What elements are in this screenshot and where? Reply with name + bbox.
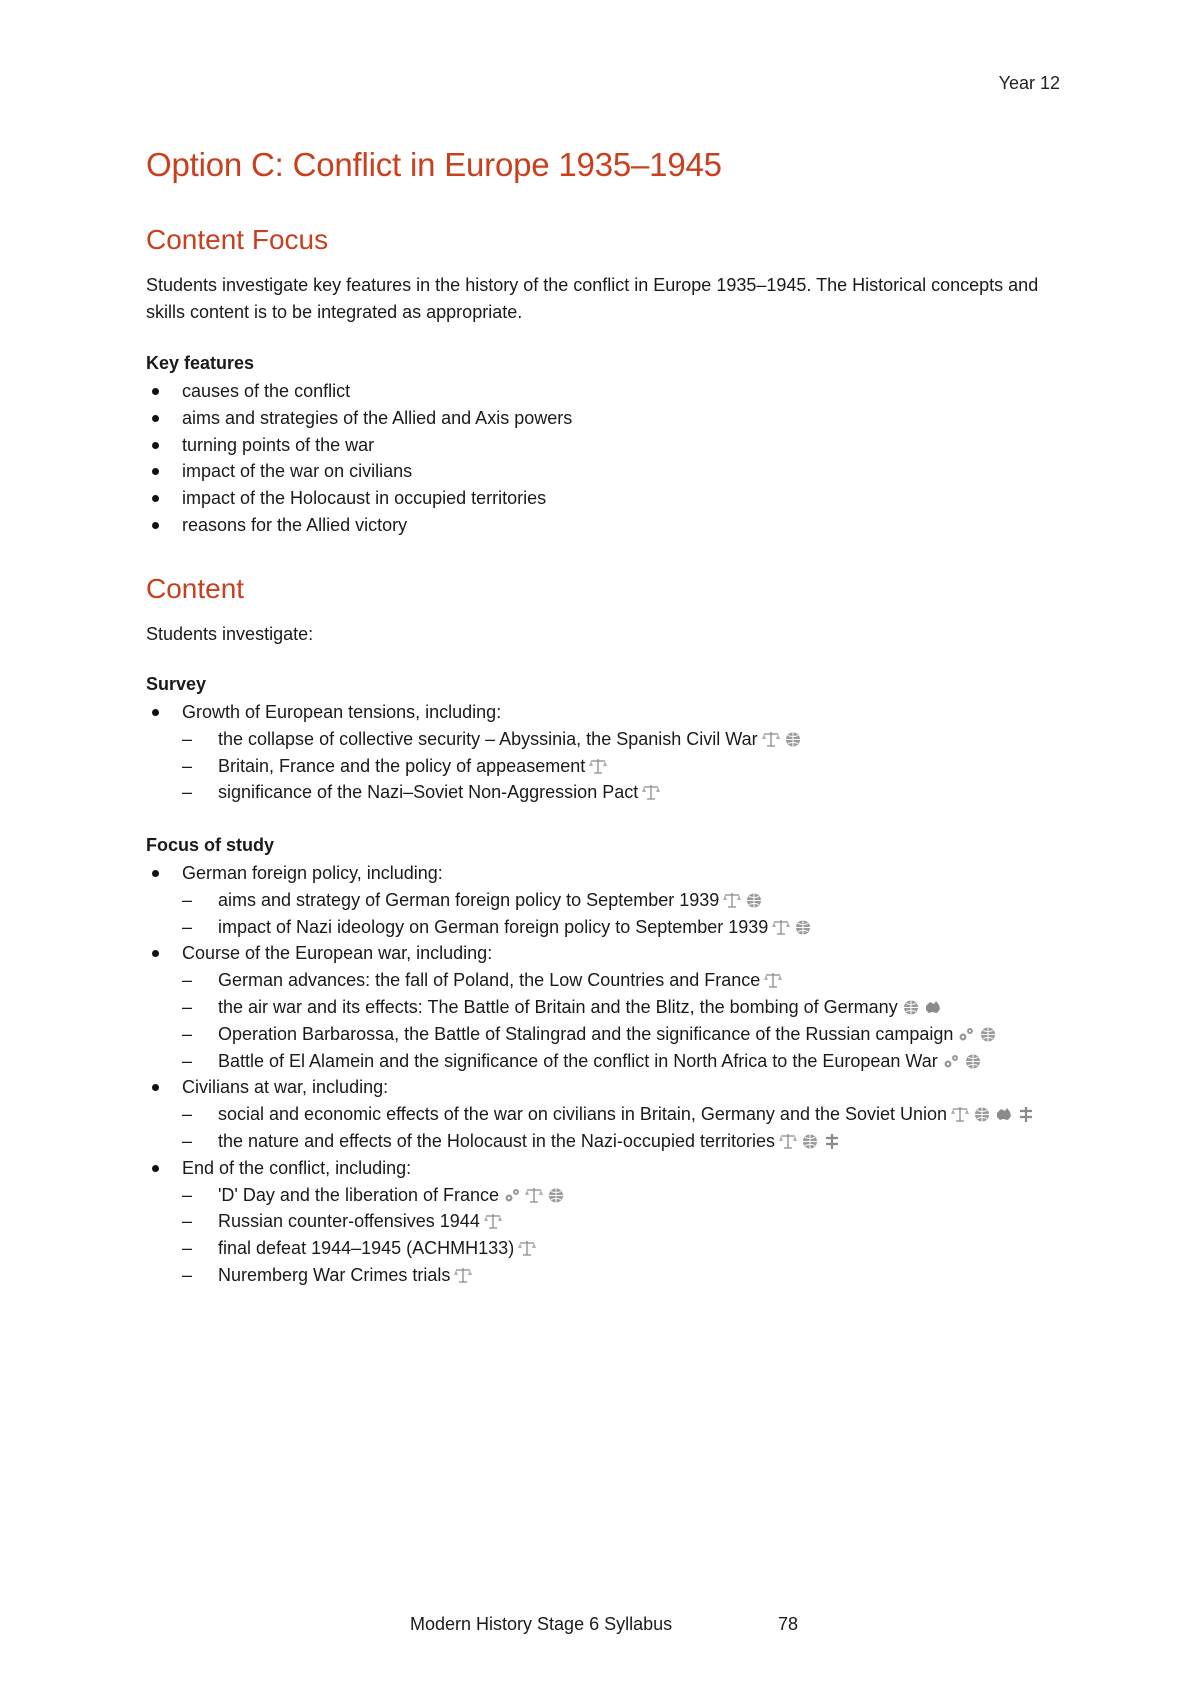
critical-thinking-icon xyxy=(503,1187,521,1204)
ethical-understanding-icon xyxy=(762,731,780,748)
learning-across-curriculum-icons xyxy=(480,1211,502,1231)
list-item-text: reasons for the Allied victory xyxy=(182,514,408,535)
list-item-text: Course of the European war, including: xyxy=(182,943,493,964)
focus-item xyxy=(146,1074,1076,1154)
ethical-understanding-icon xyxy=(454,1267,472,1284)
key-feature-item xyxy=(146,512,1076,539)
bullet-icon xyxy=(152,709,159,716)
ethical-understanding-icon xyxy=(589,758,607,775)
learning-across-curriculum-icons xyxy=(953,1024,997,1044)
list-item-text: impact of the Holocaust in occupied territories xyxy=(182,488,547,509)
focus-subitem xyxy=(182,887,1076,914)
ethical-understanding-icon xyxy=(525,1187,543,1204)
dash-marker: – xyxy=(182,916,193,937)
key-features-list xyxy=(146,378,1076,539)
dash-marker: – xyxy=(182,1238,193,1259)
focus-item xyxy=(146,1155,1076,1289)
ethical-understanding-icon xyxy=(951,1106,969,1123)
learning-across-curriculum-icons xyxy=(499,1185,565,1205)
dash-marker: – xyxy=(182,970,193,991)
bullet-icon xyxy=(152,388,159,395)
bullet-icon xyxy=(152,522,159,529)
dash-marker: – xyxy=(182,1264,193,1285)
focus-subitem xyxy=(182,967,1076,994)
key-feature-item xyxy=(146,485,1076,512)
intercultural-understanding-icon xyxy=(902,999,920,1016)
subitem-text: Battle of El Alamein and the significance of the conflict in North Africa to the European War xyxy=(218,1050,938,1071)
intercultural-understanding-icon xyxy=(784,731,802,748)
dash-marker: – xyxy=(182,1104,193,1125)
learning-across-curriculum-icons xyxy=(768,917,812,937)
learning-across-curriculum-icons xyxy=(758,729,802,749)
australia-icon xyxy=(995,1106,1013,1123)
focus-subitem xyxy=(182,1182,1076,1209)
intercultural-understanding-icon xyxy=(979,1026,997,1043)
survey-heading: Survey xyxy=(146,674,207,694)
intercultural-understanding-icon xyxy=(745,892,763,909)
list-item-text: German foreign policy, including: xyxy=(182,863,443,883)
footer-syllabus-name: Modern History Stage 6 Syllabus xyxy=(410,1614,673,1634)
focus-subitem xyxy=(182,1048,1076,1075)
focus-of-study-heading: Focus of study xyxy=(146,835,275,855)
australia-icon xyxy=(924,999,942,1016)
dash-marker: – xyxy=(182,889,193,910)
dash-marker: – xyxy=(182,728,193,749)
learning-across-curriculum-icons xyxy=(514,1238,536,1258)
content-focus-heading: Content Focus xyxy=(146,224,329,255)
bullet-icon xyxy=(152,1084,159,1091)
ethical-understanding-icon xyxy=(518,1240,536,1257)
subitem-text: Nuremberg War Crimes trials xyxy=(218,1264,451,1285)
dash-marker: – xyxy=(182,1023,193,1044)
subitem-text: Britain, France and the policy of appeasement xyxy=(218,755,586,776)
subitem-text: the air war and its effects: The Battle of Britain and the Blitz, the bombing of Germany xyxy=(218,996,898,1017)
focus-subitem xyxy=(182,1262,1076,1289)
survey-sublist xyxy=(182,726,1076,806)
dash-marker: – xyxy=(182,755,193,776)
dash-marker: – xyxy=(182,996,193,1017)
ethical-understanding-icon xyxy=(764,972,782,989)
content-heading: Content xyxy=(146,573,245,604)
learning-across-curriculum-icons xyxy=(719,890,763,910)
focus-subitem xyxy=(182,1208,1076,1235)
focus-subitem xyxy=(182,1101,1076,1128)
survey-item xyxy=(146,699,1076,806)
intercultural-understanding-icon xyxy=(794,919,812,936)
focus-sublist xyxy=(182,967,1076,1074)
dash-marker: – xyxy=(182,1130,193,1151)
bullet-icon xyxy=(152,442,159,449)
list-item-text: causes of the conflict xyxy=(182,381,351,401)
subitem-text: aims and strategy of German foreign policy to September 1939 xyxy=(218,889,720,910)
key-feature-item xyxy=(146,378,1076,405)
ethical-understanding-icon xyxy=(642,784,660,801)
survey-subitem xyxy=(182,779,1076,806)
list-item-text: End of the conflict, including: xyxy=(182,1157,412,1178)
subitem-text: 'D' Day and the liberation of France xyxy=(218,1184,500,1205)
list-item-text: Civilians at war, including: xyxy=(182,1077,389,1098)
ethical-understanding-icon xyxy=(484,1213,502,1230)
year-label: Year 12 xyxy=(998,73,1060,93)
list-item-text: impact of the war on civilians xyxy=(182,461,413,482)
list-item-text: aims and strategies of the Allied and Axis powers xyxy=(182,407,573,428)
dash-marker: – xyxy=(182,1184,193,1205)
critical-thinking-icon xyxy=(942,1053,960,1070)
survey-subitem xyxy=(182,753,1076,780)
subitem-text: Russian counter-offensives 1944 xyxy=(218,1211,480,1232)
intercultural-understanding-icon xyxy=(973,1106,991,1123)
bullet-icon xyxy=(152,1165,159,1172)
subitem-text: significance of the Nazi–Soviet Non-Aggression Pact xyxy=(218,782,639,803)
focus-item xyxy=(146,860,1076,940)
learning-across-curriculum-icons xyxy=(585,756,607,776)
focus-sublist xyxy=(182,1101,1076,1155)
ethical-understanding-icon xyxy=(723,892,741,909)
subitem-text: impact of Nazi ideology on German foreign policy to September 1939 xyxy=(218,916,769,937)
learning-across-curriculum-icons xyxy=(898,997,942,1017)
key-feature-item xyxy=(146,458,1076,485)
ethical-understanding-icon xyxy=(772,919,790,936)
focus-subitem xyxy=(182,994,1076,1021)
bullet-icon xyxy=(152,415,159,422)
focus-subitem xyxy=(182,1128,1076,1155)
learning-across-curriculum-icons xyxy=(760,970,782,990)
content-intro: Students investigate: xyxy=(146,624,314,644)
dash-marker: – xyxy=(182,1211,193,1232)
focus-item xyxy=(146,940,1076,1074)
subitem-text: German advances: the fall of Poland, the Low Countries and France xyxy=(218,970,761,991)
intercultural-understanding-icon xyxy=(964,1053,982,1070)
subitem-text: the collapse of collective security – Abyssinia, the Spanish Civil War xyxy=(218,728,758,749)
focus-subitem xyxy=(182,914,1076,941)
key-feature-item xyxy=(146,432,1076,459)
list-item-text: Growth of European tensions, including: xyxy=(182,702,502,722)
page-title: Option C: Conflict in Europe 1935–1945 xyxy=(146,146,722,183)
bullet-icon xyxy=(152,950,159,957)
list-item-text: turning points of the war xyxy=(182,434,375,455)
difference-diversity-icon xyxy=(1017,1106,1035,1123)
survey-list xyxy=(146,699,1076,806)
focus-subitem xyxy=(182,1235,1076,1262)
bullet-icon xyxy=(152,468,159,475)
difference-diversity-icon xyxy=(823,1133,841,1150)
focus-of-study-list xyxy=(146,860,1076,1289)
learning-across-curriculum-icons xyxy=(938,1051,982,1071)
subitem-text: the nature and effects of the Holocaust in the Nazi-occupied territories xyxy=(218,1130,775,1151)
subitem-text: final defeat 1944–1945 (ACHMH133) xyxy=(218,1238,515,1259)
intercultural-understanding-icon xyxy=(547,1187,565,1204)
ethical-understanding-icon xyxy=(779,1133,797,1150)
focus-sublist xyxy=(182,887,1076,941)
learning-across-curriculum-icons xyxy=(775,1131,841,1151)
learning-across-curriculum-icons xyxy=(450,1265,472,1285)
key-features-heading: Key features xyxy=(146,353,255,373)
focus-subitem xyxy=(182,1021,1076,1048)
focus-sublist xyxy=(182,1182,1076,1289)
critical-thinking-icon xyxy=(957,1026,975,1043)
subitem-text: social and economic effects of the war on civilians in Britain, Germany and the Soviet Union xyxy=(218,1104,948,1125)
learning-across-curriculum-icons xyxy=(638,782,660,802)
dash-marker: – xyxy=(182,782,193,803)
intercultural-understanding-icon xyxy=(801,1133,819,1150)
bullet-icon xyxy=(152,495,159,502)
dash-marker: – xyxy=(182,1050,193,1071)
bullet-icon xyxy=(152,870,159,877)
subitem-text: Operation Barbarossa, the Battle of Stalingrad and the significance of the Russian campaign xyxy=(218,1023,954,1044)
content-focus-paragraph: Students investigate key features in the history of the conflict in Europe 1935–1945. The Historical concepts and skills content is to be integrated as appropriate. xyxy=(146,275,1039,322)
survey-subitem xyxy=(182,726,1076,753)
key-feature-item xyxy=(146,405,1076,432)
learning-across-curriculum-icons xyxy=(947,1104,1035,1124)
footer-page-number: 78 xyxy=(778,1614,799,1634)
